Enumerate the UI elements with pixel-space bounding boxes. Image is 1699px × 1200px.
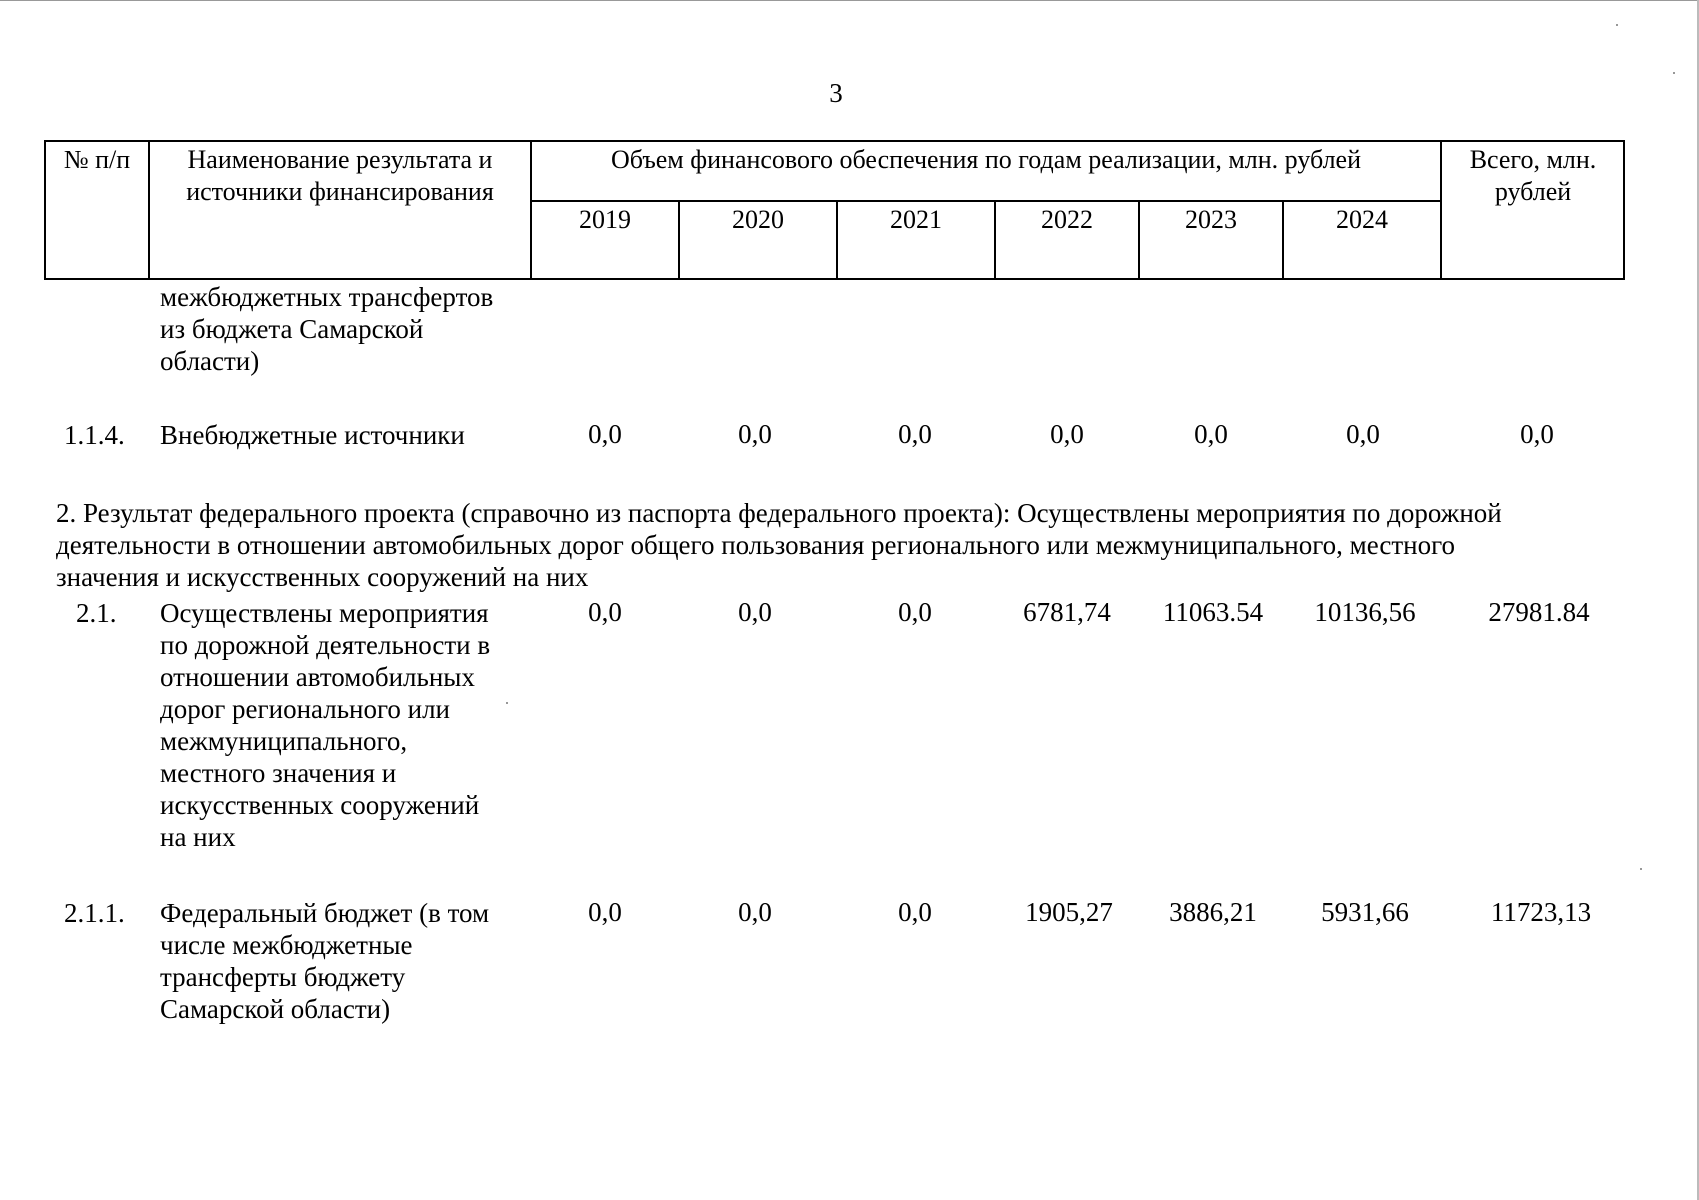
cell-value: 0,0 (738, 597, 772, 627)
years-divider (530, 200, 1440, 202)
cell-value: 0,0 (898, 897, 932, 927)
text-line: из бюджета Самарской (160, 314, 424, 344)
cell-value: 0,0 (588, 897, 622, 927)
cell-total: 27981.84 (1488, 597, 1590, 627)
cell-value: 5931,66 (1321, 897, 1409, 927)
cell-value: 6781,74 (1023, 597, 1111, 627)
row-name-line: Осуществлены мероприятия (160, 598, 489, 628)
header-year: 2024 (1336, 205, 1388, 234)
cell-value: 11063.54 (1162, 597, 1264, 627)
header-volume: Объем финансового обеспечения по годам реализации, млн. рублей (610, 145, 1362, 174)
cell-value: 0,0 (898, 597, 932, 627)
table-top-border (44, 140, 1625, 142)
cell-value: 10136,56 (1314, 597, 1416, 627)
cell-value: 0,0 (1050, 419, 1084, 449)
col-divider (1440, 140, 1442, 280)
row-name-line: местного значения и (160, 758, 397, 788)
table-bottom-border (44, 278, 1625, 280)
header-no: № п/п (63, 145, 131, 174)
row-name-line: дорог регионального или (160, 694, 450, 724)
row-name: Внебюджетные источники (160, 420, 465, 450)
header-year: 2020 (732, 205, 784, 234)
cell-value: 0,0 (738, 897, 772, 927)
row-name-line: числе межбюджетные (160, 930, 413, 960)
row-name-line: по дорожной деятельности в (160, 630, 491, 660)
table-right-border (1623, 140, 1625, 280)
header-name: Наименование результата и источники финансирования (186, 145, 494, 206)
table-left-border (44, 140, 46, 280)
header-year: 2023 (1185, 205, 1237, 234)
header-total: Всего, млн. рублей (1469, 145, 1597, 206)
col-divider (148, 140, 150, 280)
scan-speck (1673, 72, 1675, 74)
row-number: 1.1.4. (64, 420, 125, 450)
row-name-line: межмуниципального, (160, 726, 408, 756)
scan-top-edge (0, 0, 1699, 1)
header-year: 2021 (890, 205, 942, 234)
row-name-line: Самарской области) (160, 994, 391, 1024)
header-year: 2022 (1041, 205, 1093, 234)
row-name-line: трансферты бюджету (160, 962, 406, 992)
cell-value: 0,0 (1346, 419, 1380, 449)
cell-value: 0,0 (588, 597, 622, 627)
row-name-line: искусственных сооружений (160, 790, 480, 820)
cell-value: 0,0 (588, 419, 622, 449)
row-number: 2.1.1. (64, 898, 125, 928)
cell-value: 0,0 (738, 419, 772, 449)
cell-total: 11723,13 (1490, 897, 1592, 927)
scan-speck (1640, 868, 1642, 870)
text-line: области) (160, 346, 260, 376)
text-line: 2. Результат федерального проекта (справочно из паспорта федерального проекта): Осуществлены мероприятия по дорожной (56, 498, 1502, 528)
cell-total: 0,0 (1520, 419, 1554, 449)
cell-value: 0,0 (1194, 419, 1228, 449)
page-number: 3 (829, 78, 843, 108)
text-line: деятельности в отношении автомобильных дорог общего пользования регионального или межмуниципального, местного (56, 530, 1456, 560)
cell-value: 0,0 (898, 419, 932, 449)
scan-speck (1616, 24, 1618, 26)
text-line: значения и искусственных сооружений на них (56, 562, 589, 592)
scan-speck (506, 702, 508, 704)
row-name-line: Федеральный бюджет (в том (160, 898, 490, 928)
row-number: 2.1. (76, 598, 117, 628)
cell-value: 3886,21 (1169, 897, 1257, 927)
row-name-line: отношении автомобильных (160, 662, 475, 692)
cell-value: 1905,27 (1025, 897, 1113, 927)
row-name-line: на них (160, 822, 236, 852)
text-line: межбюджетных трансфертов (160, 282, 494, 312)
header-year: 2019 (579, 205, 631, 234)
